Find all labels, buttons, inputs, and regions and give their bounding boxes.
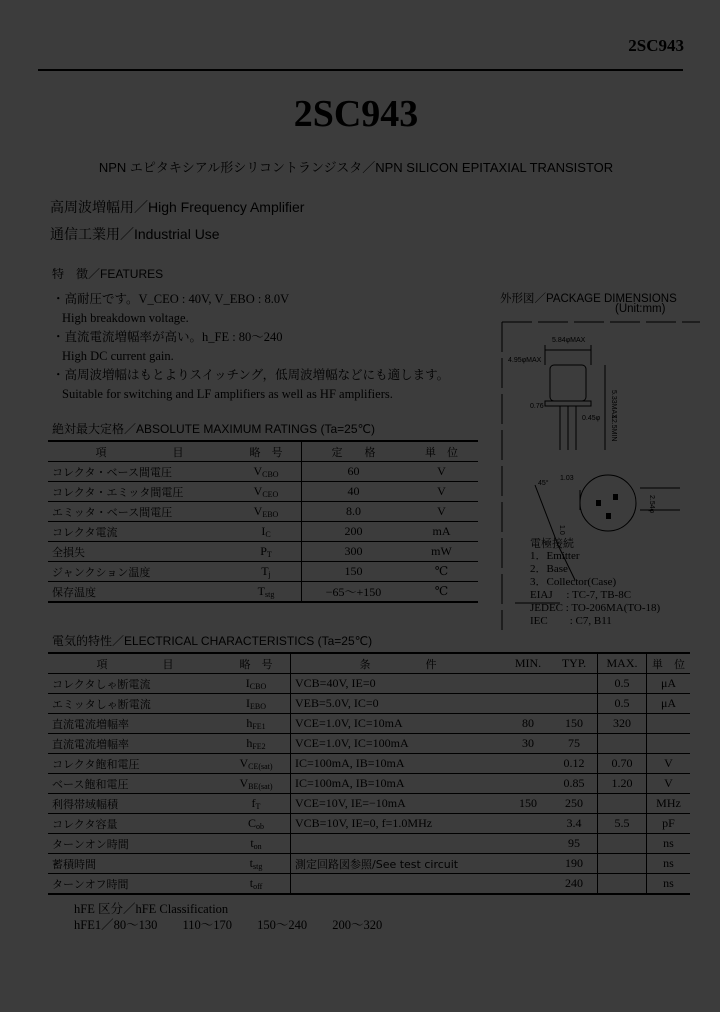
condition-cell: [291, 874, 506, 895]
abs-max-table: [48, 440, 478, 603]
symbol: t: [250, 836, 254, 850]
standard-jedec: JEDEC : TO-206MA(TO-18): [530, 602, 661, 614]
pin-connections: [530, 537, 660, 628]
condition-cell: 測定回路図参照/See test circuit: [291, 854, 506, 874]
unit-cell: mA: [405, 522, 478, 542]
symbol-subscript: FE1: [252, 722, 266, 731]
symbol: V: [253, 484, 263, 498]
feature-3-jp: ・高周波増幅はもとよりスイッチング，低周波増幅などにも適します。: [52, 368, 450, 382]
symbol-subscript: ob: [256, 822, 264, 831]
col-symbol: 略 号: [222, 654, 291, 674]
symbol: I: [261, 524, 266, 538]
max-cell: [598, 854, 647, 874]
col-rating: 定 格: [302, 441, 406, 462]
unit-cell: V: [405, 482, 478, 502]
symbol-subscript: off: [253, 882, 263, 891]
max-cell: [598, 834, 647, 854]
symbol-subscript: T: [266, 550, 272, 559]
unit-cell: V: [647, 754, 691, 774]
feature-2-jp: ・直流電流増幅率が高い。h_FE : 80〜240: [52, 330, 283, 344]
symbol-cell: [222, 754, 291, 774]
symbol: I: [245, 676, 250, 690]
min-cell: [505, 754, 551, 774]
min-cell: [505, 854, 551, 874]
typ-cell: 95: [551, 834, 598, 854]
max-cell: 1.20: [598, 774, 647, 794]
col-item: 項 目: [48, 441, 231, 462]
feature-1-en: High breakdown voltage.: [62, 311, 189, 325]
col-symbol: 略 号: [231, 441, 302, 462]
col-unit: 単 位: [647, 654, 691, 674]
symbol-cell: [231, 522, 302, 542]
rating-cell: 8.0: [302, 502, 406, 522]
unit-cell: μA: [647, 674, 691, 694]
table-row: [48, 502, 478, 522]
item-cell: エミッタしゃ断電流: [48, 694, 222, 714]
typ-cell: [551, 694, 598, 714]
item-cell: コレクタ容量: [48, 814, 222, 834]
table-row: [48, 582, 478, 603]
rating-cell: 300: [302, 542, 406, 562]
symbol-subscript: EBO: [250, 702, 266, 711]
dim-label: 1.03: [560, 475, 574, 482]
classification-range: 150〜240: [257, 918, 308, 932]
max-cell: 0.70: [598, 754, 647, 774]
condition-cell: VCB=10V, IE=0, f=1.0MHz: [291, 814, 506, 834]
symbol-subscript: CEO: [262, 490, 279, 499]
table-row: [48, 542, 478, 562]
item-cell: ターンオン時間: [48, 834, 222, 854]
symbol-cell: [222, 834, 291, 854]
table-row: [48, 874, 690, 895]
min-cell: 80: [505, 714, 551, 734]
min-cell: [505, 774, 551, 794]
col-max: MAX.: [598, 654, 647, 674]
dim-label: 5.33MAX: [610, 390, 617, 419]
unit-cell: ns: [647, 834, 691, 854]
min-cell: [505, 834, 551, 854]
symbol-cell: [231, 502, 302, 522]
elec-header-row: [48, 654, 690, 674]
condition-cell: VCB=40V, IE=0: [291, 674, 506, 694]
dim-label: 0.45φ: [582, 415, 601, 422]
unit-cell: MHz: [647, 794, 691, 814]
table-row: [48, 834, 690, 854]
subtitle: NPN エピタキシアル形シリコントランジスタ／NPN SILICON EPITAXIAL TRANSISTOR: [98, 160, 614, 175]
pin-1: 1．Emitter: [530, 550, 580, 562]
item-cell: 蓄積時間: [48, 854, 222, 874]
unit-cell: [647, 734, 691, 754]
symbol-subscript: stg: [265, 590, 275, 599]
features-heading: 特 徴／FEATURES: [52, 267, 164, 281]
item-cell: コレクタ飽和電圧: [48, 754, 222, 774]
symbol: V: [253, 464, 263, 478]
item-cell: コレクタ・エミッタ間電圧: [48, 482, 231, 502]
table-row: [48, 814, 690, 834]
symbol-cell: [222, 874, 291, 895]
classification-range: 80〜130: [113, 918, 158, 932]
pins-heading: 電極接続: [530, 537, 574, 550]
item-cell: 利得帯域幅積: [48, 794, 222, 814]
item-cell: 全損失: [48, 542, 231, 562]
table-row: [48, 774, 690, 794]
typ-cell: 250: [551, 794, 598, 814]
symbol-cell: [231, 482, 302, 502]
symbol-subscript: on: [253, 842, 262, 851]
dim-label: 0.76: [530, 403, 544, 410]
symbol-subscript: j: [268, 570, 271, 579]
max-cell: 0.5: [598, 674, 647, 694]
symbol-cell: [222, 734, 291, 754]
unit-cell: ns: [647, 874, 691, 895]
rating-cell: 150: [302, 562, 406, 582]
min-cell: [505, 694, 551, 714]
item-cell: ジャンクション温度: [48, 562, 231, 582]
max-cell: 0.5: [598, 694, 647, 714]
unit-cell: μA: [647, 694, 691, 714]
symbol: P: [260, 544, 267, 558]
symbol: h: [246, 716, 253, 730]
col-unit: 単 位: [405, 441, 478, 462]
classification-range: 200〜320: [332, 918, 383, 932]
condition-cell: VCE=1.0V, IC=100mA: [291, 734, 506, 754]
typ-cell: 240: [551, 874, 598, 895]
unit-cell: ℃: [405, 562, 478, 582]
symbol: I: [246, 696, 250, 710]
symbol-subscript: EBO: [262, 510, 279, 519]
symbol: V: [239, 776, 249, 790]
min-cell: [505, 814, 551, 834]
symbol-cell: [222, 674, 291, 694]
item-cell: コレクタ・ベース間電圧: [48, 462, 231, 482]
symbol-subscript: T: [255, 802, 261, 811]
max-cell: [598, 794, 647, 814]
item-cell: ターンオフ時間: [48, 874, 222, 895]
min-cell: 30: [505, 734, 551, 754]
header-part-number: 2SC943: [628, 36, 684, 55]
unit-cell: ns: [647, 854, 691, 874]
unit-cell: pF: [647, 814, 691, 834]
rating-cell: −65〜+150: [302, 582, 406, 603]
symbol: T: [257, 584, 265, 598]
table-row: [48, 854, 690, 874]
table-row: [48, 714, 690, 734]
condition-cell: VCE=10V, IE=−10mA: [291, 794, 506, 814]
dim-label: 2.54φ: [648, 495, 655, 514]
standard-eiaj: EIAJ : TC-7, TB-8C: [530, 589, 632, 601]
symbol-cell: [231, 562, 302, 582]
symbol-cell: [222, 774, 291, 794]
package-unit: (Unit:mm): [615, 303, 666, 315]
item-cell: 直流電流増幅率: [48, 734, 222, 754]
symbol-subscript: C: [265, 530, 271, 539]
classification-range: 110〜170: [182, 918, 233, 932]
table-row: [48, 754, 690, 774]
table-row: [48, 734, 690, 754]
symbol-cell: [222, 714, 291, 734]
max-cell: [598, 734, 647, 754]
symbol: V: [239, 756, 249, 770]
symbol-subscript: CE(sat): [248, 762, 273, 771]
max-cell: 320: [598, 714, 647, 734]
item-cell: ベース飽和電圧: [48, 774, 222, 794]
feature-3-en: Suitable for switching and LF amplifiers as well as HF amplifiers.: [62, 387, 393, 401]
symbol: h: [246, 736, 253, 750]
min-cell: 150: [505, 794, 551, 814]
col-min: MIN.: [505, 654, 551, 674]
dim-label: 4.95φMAX: [508, 357, 542, 364]
symbol-cell: [231, 542, 302, 562]
symbol: f: [251, 796, 256, 810]
features-list: [52, 290, 449, 404]
rating-cell: 60: [302, 462, 406, 482]
symbol-subscript: CBO: [262, 470, 279, 479]
symbol-cell: [231, 462, 302, 482]
classification-label: hFE1／: [74, 918, 114, 932]
table-row: [48, 462, 478, 482]
symbol: t: [249, 876, 254, 890]
pin-3: 3．Collector(Case): [530, 576, 617, 588]
table-row: [48, 482, 478, 502]
dim-label: 1.0: [558, 525, 565, 535]
typ-cell: 75: [551, 734, 598, 754]
symbol-subscript: stg: [253, 862, 263, 871]
unit-cell: V: [405, 502, 478, 522]
condition-cell: [291, 834, 506, 854]
table-row: [48, 794, 690, 814]
elec-table: [48, 654, 690, 895]
dim-label: 5.84φMAX: [552, 337, 586, 344]
table-row: [48, 562, 478, 582]
col-item: 項 目: [48, 654, 222, 674]
standard-iec: IEC : C7, B11: [530, 615, 612, 627]
unit-cell: V: [405, 462, 478, 482]
symbol: C: [247, 816, 256, 830]
classification-heading: hFE 区分／hFE Classification: [74, 902, 229, 916]
typ-cell: 3.4: [551, 814, 598, 834]
symbol: T: [261, 564, 269, 578]
table-row: [48, 522, 478, 542]
classification-row: [74, 915, 382, 933]
unit-cell: mW: [405, 542, 478, 562]
item-cell: エミッタ・ベース間電圧: [48, 502, 231, 522]
header-rule: [38, 69, 683, 71]
typ-cell: 150: [551, 714, 598, 734]
symbol-subscript: CBO: [249, 682, 267, 691]
table-row: [48, 694, 690, 714]
condition-cell: IC=100mA, IB=10mA: [291, 754, 506, 774]
symbol-cell: [222, 814, 291, 834]
typ-cell: [551, 674, 598, 694]
symbol-subscript: FE2: [252, 742, 266, 751]
symbol: t: [249, 856, 253, 870]
symbol-cell: [222, 794, 291, 814]
item-cell: 直流電流増幅率: [48, 714, 222, 734]
rating-cell: 200: [302, 522, 406, 542]
symbol: V: [253, 504, 263, 518]
typ-cell: 190: [551, 854, 598, 874]
package-heading: 外形図／PACKAGE DIMENSIONS: [500, 293, 677, 305]
condition-cell: VCE=1.0V, IC=10mA: [291, 714, 506, 734]
max-cell: [598, 874, 647, 895]
symbol-subscript: BE(sat): [248, 782, 273, 791]
table-row: [48, 674, 690, 694]
item-cell: コレクタしゃ断電流: [48, 674, 222, 694]
max-cell: 5.5: [598, 814, 647, 834]
elec-heading: 電気的特性／ELECTRICAL CHARACTERISTICS (Ta=25℃): [52, 634, 373, 648]
application-1: 高周波増幅用／High Frequency Amplifier: [50, 199, 305, 215]
min-cell: [505, 874, 551, 895]
symbol-cell: [222, 854, 291, 874]
dim-label: 12.5MIN: [610, 415, 617, 442]
condition-cell: VEB=5.0V, IC=0: [291, 694, 506, 714]
dim-label: 45°: [538, 480, 549, 487]
symbol-cell: [231, 582, 302, 603]
item-cell: 保存温度: [48, 582, 231, 603]
abs-max-header-row: [48, 441, 478, 462]
feature-1-jp: ・高耐圧です。V_CEO : 40V, V_EBO : 8.0V: [52, 292, 290, 306]
page-title: 2SC943: [293, 93, 419, 135]
feature-2-en: High DC current gain.: [62, 349, 174, 363]
pin-2: 2．Base: [530, 563, 568, 575]
unit-cell: ℃: [405, 582, 478, 603]
typ-cell: 0.12: [551, 754, 598, 774]
condition-cell: IC=100mA, IB=10mA: [291, 774, 506, 794]
application-2: 通信工業用／Industrial Use: [50, 226, 220, 242]
unit-cell: [647, 714, 691, 734]
abs-max-heading: 絶対最大定格／ABSOLUTE MAXIMUM RATINGS (Ta=25℃): [52, 422, 375, 436]
can-outline: [550, 365, 586, 401]
col-typ: TYP.: [551, 654, 598, 674]
min-cell: [505, 674, 551, 694]
col-condition: 条 件: [291, 654, 506, 674]
pin-view-circle: [580, 475, 636, 531]
unit-cell: V: [647, 774, 691, 794]
item-cell: コレクタ電流: [48, 522, 231, 542]
rating-cell: 40: [302, 482, 406, 502]
symbol-cell: [222, 694, 291, 714]
typ-cell: 0.85: [551, 774, 598, 794]
